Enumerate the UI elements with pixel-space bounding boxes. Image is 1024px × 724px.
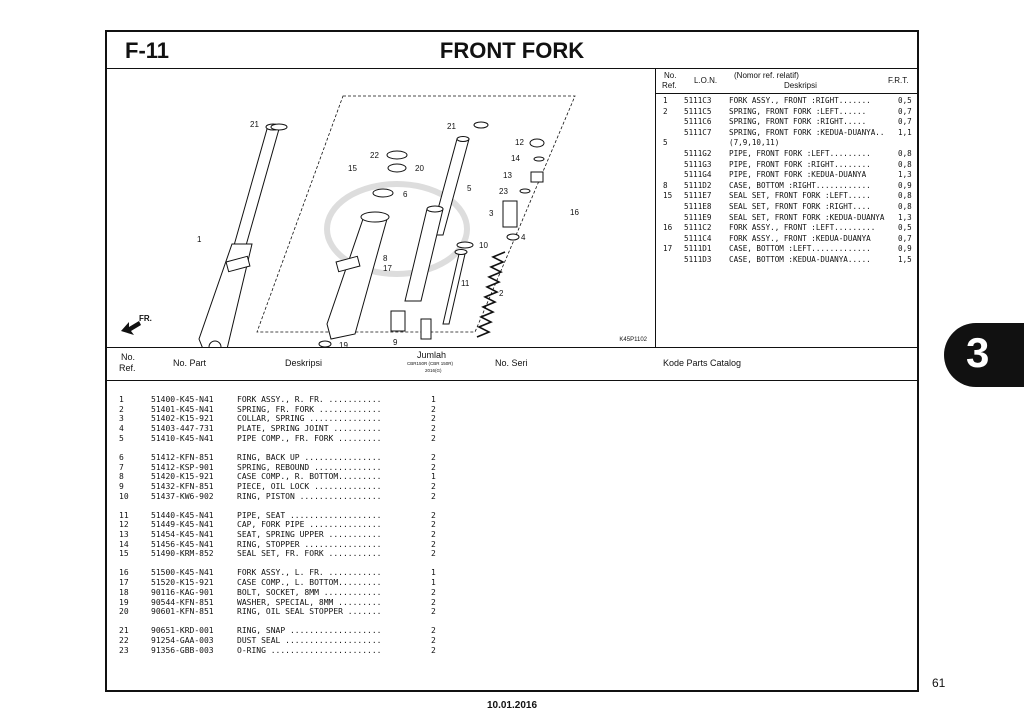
part-part: 90601-KFN-851: [151, 607, 214, 617]
fork-assembly-right: [199, 124, 280, 347]
part-qty: 2: [431, 636, 436, 645]
part-qty: 2: [431, 607, 436, 617]
reference-frt: 0,5: [898, 96, 912, 105]
part-ref: 21: [119, 626, 129, 636]
page-header: [107, 32, 917, 69]
part-part: 51432-KFN-851: [151, 481, 214, 491]
part-qty: 2: [431, 530, 436, 540]
reference-ref: 2: [663, 106, 668, 116]
part-ref: 6: [119, 452, 124, 462]
callout-12: 12: [515, 138, 524, 147]
part-desc: RING, OIL SEAL STOPPER .......: [237, 607, 382, 617]
part-ref: 17: [119, 578, 129, 588]
reference-row: [656, 202, 917, 213]
reference-frt: 0,8: [898, 159, 912, 169]
reference-lon: 5111D2: [684, 180, 712, 190]
reference-frt: 1,5: [898, 254, 912, 264]
part-row: [107, 607, 667, 617]
reference-lon: 5111G3: [684, 159, 712, 169]
part-row: [107, 626, 667, 636]
part-part: 90651-KRD-001: [151, 626, 214, 636]
reference-panel-header: [656, 69, 917, 94]
part-part: 51402-K15-921: [151, 414, 214, 424]
col-kode-label: Kode Parts Catalog: [663, 358, 742, 368]
col-ref-label: Ref.: [119, 363, 136, 373]
part-part: 51410-K45-N41: [151, 433, 214, 443]
part-row: [107, 540, 667, 550]
part-qty: 2: [431, 645, 436, 655]
figure-code: F-11: [125, 38, 170, 63]
reference-row: [656, 213, 917, 224]
part-ref: 23: [119, 645, 129, 655]
part-ref: 12: [119, 520, 129, 530]
reference-row: [656, 138, 917, 149]
part-row: [107, 492, 667, 502]
part-desc: RING, PISTON .................: [237, 491, 382, 501]
reference-desc: PIPE, FRONT FORK :LEFT.........: [729, 148, 871, 158]
ref-ref-label: Ref.: [662, 81, 677, 90]
part-row: [107, 434, 667, 444]
part-row: [107, 395, 667, 405]
callout-8: 8: [383, 254, 388, 263]
reference-frt: 1,3: [898, 170, 912, 180]
part-qty: 2: [431, 510, 436, 520]
col-jumlah-year: 2016(G): [425, 368, 442, 373]
part-part: 51454-K45-N41: [151, 530, 214, 540]
reference-lon: 5111E9: [684, 212, 712, 222]
section-tab-number: 3: [966, 329, 990, 376]
callout-17: 17: [383, 264, 392, 273]
reference-lon: 5111D3: [684, 254, 712, 264]
part-part: 90544-KFN-851: [151, 597, 214, 607]
reference-frt: 1,3: [898, 212, 912, 222]
part-ref: 7: [119, 462, 124, 472]
callout-10: 10: [479, 241, 488, 250]
part-qty: 2: [431, 404, 436, 414]
part-qty: 2: [431, 424, 436, 434]
part-qty: 1: [431, 578, 436, 588]
reference-desc: FORK ASSY., FRONT :KEDUA-DUANYA: [729, 233, 871, 243]
page-number: 61: [932, 676, 946, 690]
part-part: 51412-KFN-851: [151, 452, 214, 462]
part-ref: 14: [119, 539, 129, 549]
part-desc: CAP, FORK PIPE ...............: [237, 520, 382, 530]
part-desc: SEAL SET, FR. FORK ...........: [237, 549, 382, 559]
reference-desc: SPRING, FRONT FORK :KEDUA-DUANYA..: [729, 127, 885, 137]
part-row: [107, 472, 667, 482]
reference-row: [656, 149, 917, 160]
ref-nomor-label: (Nomor ref. relatif): [734, 71, 799, 80]
reference-frt: 0,8: [898, 201, 912, 211]
part-row: [107, 578, 667, 588]
part-ref: 1: [119, 395, 124, 404]
reference-desc: CASE, BOTTOM :LEFT.............: [729, 244, 871, 254]
part-row: [107, 549, 667, 559]
part-desc: COLLAR, SPRING ...............: [237, 414, 382, 424]
part-part: 51520-K15-921: [151, 578, 214, 588]
part-desc: SPRING, FR. FORK .............: [237, 404, 382, 414]
part-ref: 18: [119, 587, 129, 597]
part-ref: 20: [119, 607, 129, 617]
part-qty: 2: [431, 452, 436, 462]
reference-desc: SEAL SET, FRONT FORK :RIGHT....: [729, 201, 871, 211]
part-row: [107, 598, 667, 608]
part-desc: SEAT, SPRING UPPER ...........: [237, 530, 382, 540]
reference-frt: 0,8: [898, 191, 912, 201]
part-part: 51401-K45-N41: [151, 404, 214, 414]
part-row: [107, 405, 667, 415]
part-qty: 2: [431, 462, 436, 472]
part-desc: PIPE COMP., FR. FORK .........: [237, 433, 382, 443]
part-row: [107, 482, 667, 492]
part-desc: RING, STOPPER ................: [237, 539, 382, 549]
part-part: 51500-K45-N41: [151, 568, 214, 578]
callout-2: 2: [499, 289, 504, 298]
part-desc: O-RING .......................: [237, 645, 382, 655]
image-code: K45P1102: [619, 337, 647, 343]
callout-23: 23: [499, 187, 508, 196]
reference-row: [656, 255, 917, 266]
callout-22: 22: [370, 151, 379, 160]
callout-1: 1: [197, 235, 202, 244]
callout-4: 4: [521, 233, 526, 242]
part-ref: 16: [119, 568, 129, 578]
callout-9: 9: [393, 338, 398, 347]
reference-frt: 0,7: [898, 233, 912, 243]
part-row: [107, 646, 667, 656]
part-desc: PLATE, SPRING JOINT ..........: [237, 424, 382, 434]
reference-desc: PIPE, FRONT FORK :RIGHT........: [729, 159, 871, 169]
reference-desc: (7,9,10,11): [729, 138, 780, 148]
fr-arrow-icon: [121, 314, 152, 335]
reference-row: [656, 117, 917, 128]
reference-row: [656, 160, 917, 171]
reference-desc: SEAL SET, FRONT FORK :KEDUA-DUANYA: [729, 212, 885, 222]
callout-19: 19: [339, 341, 348, 347]
part-qty: 2: [431, 433, 436, 443]
reference-desc: SPRING, FRONT FORK :LEFT......: [729, 106, 867, 116]
part-desc: RING, SNAP ...................: [237, 626, 382, 636]
callout-11: 11: [461, 279, 470, 288]
front-fork-diagram-svg: [107, 69, 655, 347]
part-part: 51420-K15-921: [151, 472, 214, 482]
part-ref: 3: [119, 414, 124, 424]
part-desc: PIECE, OIL LOCK ..............: [237, 481, 382, 491]
callout-21a: 21: [250, 120, 259, 129]
part-desc: FORK ASSY., R. FR. ...........: [237, 395, 382, 404]
part-row: [107, 636, 667, 646]
reference-lon: 5111C5: [684, 106, 712, 116]
col-seri-label: No. Seri: [495, 358, 528, 368]
reference-rows: [656, 96, 917, 266]
part-qty: 2: [431, 491, 436, 501]
part-ref: 19: [119, 597, 129, 607]
reference-row: [656, 96, 917, 107]
part-part: 90116-KAG-901: [151, 587, 214, 597]
part-part: 51449-K45-N41: [151, 520, 214, 530]
col-jumlah-label: Jumlah: [417, 350, 447, 360]
reference-row: [656, 244, 917, 255]
reference-frt: 0,7: [898, 117, 912, 127]
part-ref: 2: [119, 404, 124, 414]
reference-row: [656, 191, 917, 202]
reference-lon: 5111C2: [684, 223, 712, 233]
part-part: 51437-KW6-902: [151, 491, 214, 501]
part-row: [107, 530, 667, 540]
part-row: [107, 424, 667, 434]
reference-desc: SEAL SET, FRONT FORK :LEFT.....: [729, 191, 871, 201]
part-qty: 2: [431, 414, 436, 424]
col-part-label: No. Part: [173, 358, 207, 368]
reference-frt: 0,9: [898, 180, 912, 190]
part-qty: 2: [431, 597, 436, 607]
parts-table-header: [107, 347, 917, 381]
part-ref: 4: [119, 424, 124, 434]
print-date: 10.01.2016: [486, 700, 538, 711]
part-part: 91356-GBB-003: [151, 645, 214, 655]
reference-lon: 5111G2: [684, 148, 712, 158]
part-desc: PIPE, SEAT ...................: [237, 510, 382, 520]
reference-desc: PIPE, FRONT FORK :KEDUA-DUANYA: [729, 170, 867, 180]
parts-list: [107, 395, 667, 655]
reference-ref: 16: [663, 223, 673, 233]
reference-ref: 1: [663, 96, 668, 105]
part-desc: SPRING, REBOUND ..............: [237, 462, 382, 472]
part-row: [107, 588, 667, 598]
part-desc: FORK ASSY., L. FR. ...........: [237, 568, 382, 578]
part-ref: 22: [119, 636, 129, 645]
part-part: 51490-KRM-852: [151, 549, 214, 559]
ref-lon-label: L.O.N.: [694, 76, 718, 85]
col-no-label: No.: [121, 352, 136, 362]
reference-ref: 17: [663, 244, 673, 254]
part-part: 51403-447-731: [151, 424, 214, 434]
part-part: 51412-KSP-901: [151, 462, 214, 472]
part-row: [107, 453, 667, 463]
reference-row: [656, 107, 917, 118]
reference-row: [656, 223, 917, 234]
callout-13: 13: [503, 171, 512, 180]
reference-ref: 15: [663, 191, 673, 201]
reference-lon: 5111C7: [684, 127, 712, 137]
col-jumlah-model: CBR150R (CBR 150R): [407, 361, 454, 366]
reference-lon: 5111E8: [684, 201, 712, 211]
reference-desc: CASE, BOTTOM :KEDUA-DUANYA.....: [729, 254, 871, 264]
exploded-diagram: [107, 69, 656, 347]
reference-ref: 5: [663, 138, 668, 148]
part-qty: 2: [431, 520, 436, 530]
small-parts: [271, 122, 544, 347]
reference-frt: 0,9: [898, 244, 912, 254]
reference-frt: 0,7: [898, 106, 912, 116]
part-qty: 1: [431, 568, 436, 578]
part-desc: RING, BACK UP ................: [237, 452, 382, 462]
reference-lon: 5111G4: [684, 170, 712, 180]
reference-lon: 5111D1: [684, 244, 712, 254]
reference-desc: FORK ASSY., FRONT :RIGHT.......: [729, 96, 871, 105]
part-ref: 15: [119, 549, 129, 559]
part-ref: 10: [119, 491, 129, 501]
part-desc: BOLT, SOCKET, 8MM ............: [237, 587, 382, 597]
part-row: [107, 520, 667, 530]
reference-lon: 5111C3: [684, 96, 712, 105]
part-qty: 1: [431, 395, 436, 404]
reference-lon: 5111C6: [684, 117, 712, 127]
reference-desc: FORK ASSY., FRONT :LEFT.........: [729, 223, 876, 233]
part-desc: CASE COMP., L. BOTTOM.........: [237, 578, 382, 588]
reference-desc: SPRING, FRONT FORK :RIGHT.....: [729, 117, 867, 127]
part-part: 51400-K45-N41: [151, 395, 214, 404]
callout-3: 3: [489, 209, 494, 218]
ref-deskripsi-label: Deskripsi: [784, 81, 817, 90]
callout-16: 16: [570, 208, 579, 217]
page-title: FRONT FORK: [439, 38, 585, 63]
part-qty: 2: [431, 587, 436, 597]
callout-6: 6: [403, 190, 408, 199]
callout-21b: 21: [447, 122, 456, 131]
callout-15: 15: [348, 164, 357, 173]
part-ref: 5: [119, 433, 124, 443]
reference-ref: 8: [663, 180, 668, 190]
callout-14: 14: [511, 154, 520, 163]
callout-20: 20: [415, 164, 424, 173]
part-row: [107, 568, 667, 578]
part-part: 91254-GAA-003: [151, 636, 214, 645]
part-qty: 2: [431, 481, 436, 491]
reference-row: [656, 128, 917, 139]
reference-frt: 0,8: [898, 148, 912, 158]
part-qty: 2: [431, 626, 436, 636]
part-row: [107, 463, 667, 473]
part-ref: 8: [119, 472, 124, 482]
part-row: [107, 511, 667, 521]
part-ref: 13: [119, 530, 129, 540]
part-ref: 9: [119, 481, 124, 491]
reference-desc: CASE, BOTTOM :RIGHT............: [729, 180, 871, 190]
part-desc: CASE COMP., R. BOTTOM.........: [237, 472, 382, 482]
reference-row: [656, 234, 917, 245]
part-part: 51456-K45-N41: [151, 539, 214, 549]
reference-row: [656, 181, 917, 192]
reference-frt: 1,1: [898, 127, 912, 137]
section-tab: [944, 323, 1024, 387]
part-qty: 2: [431, 539, 436, 549]
part-row: [107, 414, 667, 424]
part-qty: 1: [431, 472, 436, 482]
part-desc: WASHER, SPECIAL, 8MM .........: [237, 597, 382, 607]
reference-lon: 5111E7: [684, 191, 712, 201]
part-part: 51440-K45-N41: [151, 510, 214, 520]
part-desc: DUST SEAL ....................: [237, 636, 382, 645]
reference-frt: 0,5: [898, 223, 912, 233]
catalog-frame: [105, 30, 919, 692]
ref-frt-label: F.R.T.: [888, 76, 909, 85]
fr-label: FR.: [139, 314, 152, 323]
reference-lon: 5111C4: [684, 233, 712, 243]
part-qty: 2: [431, 549, 436, 559]
callout-5: 5: [467, 184, 472, 193]
col-deskripsi-label: Deskripsi: [285, 358, 323, 368]
reference-row: [656, 170, 917, 181]
reference-panel: [656, 69, 917, 347]
ref-no-label: No.: [664, 71, 677, 80]
part-ref: 11: [119, 510, 129, 520]
